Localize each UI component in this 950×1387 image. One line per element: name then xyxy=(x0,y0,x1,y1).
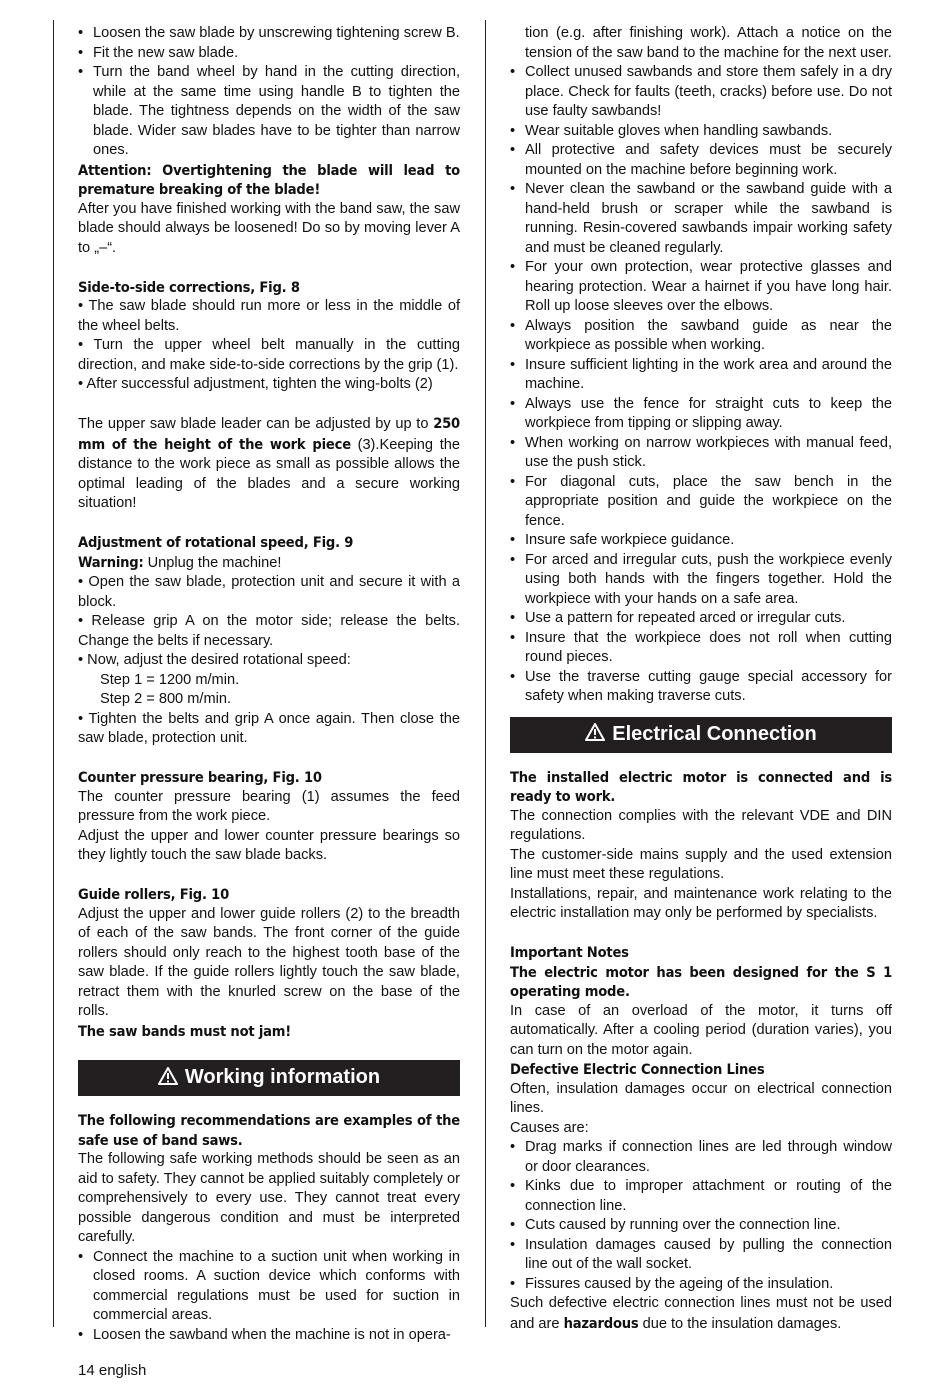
important-notes-paragraph: In case of an overload of the motor, it turns off automatically. After a cooling period (duration varies), you can turn on the motor again. xyxy=(510,1002,892,1058)
important-notes-heading: Important Notes xyxy=(510,944,629,961)
left-column xyxy=(78,24,460,1345)
defective-lines-heading: Defective Electric Connection Lines xyxy=(510,1061,765,1078)
guide-paragraph: Adjust the upper and lower guide rollers (2) to the breadth of each of the saw bands. The front corner of the guide rollers should only reach to the highest tooth base of the saw blade. If the guide rollers lightly touch the saw blade, retract them with the knurled screw on the base of the rolls. xyxy=(78,905,460,1019)
list-item: • For your own protection, wear protective glasses and hearing protection. Wear a hairnet if you have long hair. Roll up loose sleeves over the elbows. xyxy=(510,258,892,317)
list-item: • Insure that the workpiece does not roll when cutting round pieces. xyxy=(510,629,892,668)
list-item: • Use the traverse cutting gauge special accessory for safety when making traverse cuts. xyxy=(510,668,892,707)
electrical-paragraph: The customer-side mains supply and the used extension line must meet these regulations. xyxy=(510,846,892,882)
blade-steps-list xyxy=(78,24,460,161)
working-list xyxy=(78,1248,460,1346)
list-item: • Always use the fence for straight cuts to keep the workpiece from tipping or slipping away. xyxy=(510,395,892,434)
list-item: • Collect unused sawbands and store them safely in a dry place. Check for faults (teeth, cracks) before use. Do not use faulty sawbands! xyxy=(510,63,892,122)
list-item: • For diagonal cuts, place the saw bench in the appropriate position and guide the workpiece on the fence. xyxy=(510,473,892,532)
warning-text: Unplug the machine! xyxy=(143,554,282,571)
side-corrections-heading: Side-to-side corrections, Fig. 8 xyxy=(78,278,300,296)
center-column-rule xyxy=(485,20,486,1327)
list-item: • Loosen the saw blade by unscrewing tightening screw B. xyxy=(78,24,460,44)
speed-item: • Now, adjust the desired rotational speed: xyxy=(78,652,351,668)
attention-note: Attention: Overtightening the blade will lead to premature breaking of the blade! xyxy=(78,161,460,198)
speed-step-2: Step 2 = 800 m/min. xyxy=(100,691,232,707)
side-item: • Turn the upper wheel belt manually in the cutting direction, and make side-to-side corrections by the grip (1). xyxy=(78,337,460,373)
leader-paragraph xyxy=(78,414,460,514)
list-item: • Insure safe workpiece guidance. xyxy=(510,531,892,551)
list-item: • Turn the band wheel by hand in the cutting direction, while at the same time using handle B to tighten the blade. The tightness depends on the width of the saw blade. Wider saw blades have to be tighter than narrow ones. xyxy=(78,63,460,161)
list-item: • Cuts caused by running over the connection line. xyxy=(510,1216,892,1236)
right-column xyxy=(510,24,892,1334)
side-item: • After successful adjustment, tighten the wing-bolts (2) xyxy=(78,376,433,392)
counter-paragraph: Adjust the upper and lower counter pressure bearings so they lightly touch the saw blade backs. xyxy=(78,827,460,863)
list-item: • Kinks due to improper attachment or routing of the connection line. xyxy=(510,1177,892,1216)
speed-item: • Release grip A on the motor side; release the belts. Change the belts if necessary. xyxy=(78,613,460,649)
working-intro: The following safe working methods should be seen as an aid to safety. They cannot be applied suitably completely or comprehensively to every use. They cannot treat every possible dangerous condition and must be interpreted carefully. xyxy=(78,1151,460,1245)
list-item: • Use a pattern for repeated arced or irregular cuts. xyxy=(510,609,892,629)
final-pre: Such defective electric connection lines must not be used and are xyxy=(510,1295,892,1332)
list-item: • Never clean the sawband or the sawband guide with a hand-held brush or scraper while the sawband is running. Resin-covered sawbands impair working safety and must be cleaned regularly. xyxy=(510,180,892,258)
final-post: due to the insulation damages. xyxy=(638,1315,842,1332)
final-bold: hazardous xyxy=(563,1314,639,1332)
speed-step-1: Step 1 = 1200 m/min. xyxy=(100,671,240,688)
side-item: • The saw blade should run more or less in the middle of the wheel belts. xyxy=(78,298,460,334)
important-notes-bold: The electric motor has been designed for the S 1 operating mode. xyxy=(510,963,892,1000)
after-finish-paragraph: After you have finished working with the band saw, the saw blade should always be loosened! Do so by moving lever A to „–“. xyxy=(78,200,460,256)
warning-label: Warning: xyxy=(78,553,144,571)
list-item: • Connect the machine to a suction unit when working in closed rooms. A suction device which conforms with commercial regulations must be used for suction in commercial areas. xyxy=(78,1248,460,1326)
counter-paragraph: The counter pressure bearing (1) assumes the feed pressure from the work piece. xyxy=(78,788,460,824)
leader-pre: The upper saw blade leader can be adjusted by up to xyxy=(78,416,434,432)
guide-bold-note: The saw bands must not jam! xyxy=(78,1022,292,1040)
guide-heading: Guide rollers, Fig. 10 xyxy=(78,886,230,903)
electrical-paragraph: The connection complies with the relevant VDE and DIN regulations. xyxy=(510,807,892,843)
list-item: • Fit the new saw blade. xyxy=(78,44,460,64)
list-item: • Always position the sawband guide as near the workpiece as possible when working. xyxy=(510,317,892,356)
list-item: • Fissures caused by the ageing of the insulation. xyxy=(510,1275,892,1295)
warning-triangle-icon xyxy=(158,1067,178,1090)
safety-list xyxy=(510,63,892,707)
continued-paragraph: tion (e.g. after finishing work). Attach a notice on the tension of the saw band to the machine for the next user. xyxy=(525,25,892,61)
speed-item: • Open the saw blade, protection unit and secure it with a block. xyxy=(78,574,460,610)
list-item: • Insulation damages caused by pulling the connection line out of the wall socket. xyxy=(510,1236,892,1275)
counter-heading: Counter pressure bearing, Fig. 10 xyxy=(78,769,322,786)
working-information-title: Working information xyxy=(184,1066,381,1089)
speed-item: • Tighten the belts and grip A once again. Then close the saw blade, protection unit. xyxy=(78,710,460,746)
list-item: • For arced and irregular cuts, push the workpiece evenly using both hands with the fingers together. Hold the workpiece with your hands on a safe area. xyxy=(510,551,892,610)
list-item: • When working on narrow workpieces with manual feed, use the push stick. xyxy=(510,434,892,473)
electrical-paragraph: Installations, repair, and maintenance work relating to the electric installation may only be performed by specialists. xyxy=(510,885,892,921)
leader-bold: 250 mm of the height of the work piece xyxy=(78,415,460,453)
defective-lines-paragraph: Often, insulation damages occur on electrical connection lines. xyxy=(510,1080,892,1116)
speed-heading: Adjustment of rotational speed, Fig. 9 xyxy=(78,534,354,551)
electrical-connection-title: Electrical Connection xyxy=(612,722,817,745)
left-column-rule xyxy=(53,20,54,1327)
causes-list xyxy=(510,1138,892,1294)
leader-post: (3).Keeping the distance to the work piece as small as possible allows the optimal leading of the blades and a secure working situation! xyxy=(78,436,460,511)
electrical-bold: The installed electric motor is connected and is ready to work. xyxy=(510,768,892,805)
list-item: • Wear suitable gloves when handling sawbands. xyxy=(510,122,892,142)
list-item: • Loosen the sawband when the machine is not in opera- xyxy=(78,1326,460,1346)
list-item: • Drag marks if connection lines are led through window or door clearances. xyxy=(510,1138,892,1177)
electrical-connection-banner xyxy=(510,717,892,753)
warning-line xyxy=(78,553,460,574)
page-footer: 14 english xyxy=(78,1362,147,1379)
final-paragraph xyxy=(510,1294,892,1334)
working-information-banner xyxy=(78,1060,460,1096)
list-item: • All protective and safety devices must be securely mounted on the machine before beginning work. xyxy=(510,141,892,180)
causes-label: Causes are: xyxy=(510,1119,589,1136)
list-item: • Insure sufficient lighting in the work area and around the machine. xyxy=(510,356,892,395)
warning-triangle-icon xyxy=(585,723,605,746)
working-intro-bold: The following recommendations are examples of the safe use of band saws. xyxy=(78,1112,460,1149)
